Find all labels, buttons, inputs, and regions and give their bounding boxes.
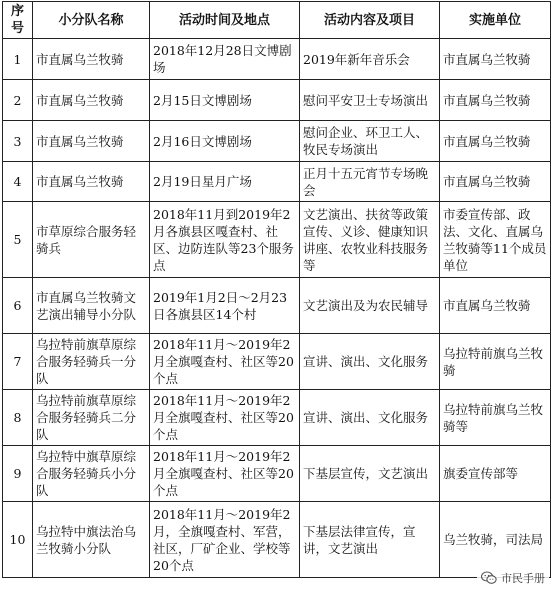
row-time-location: 2019年1月2日～2月23日各旗县区14个村 (150, 278, 300, 334)
header-team-name: 小分队名称 (33, 2, 150, 39)
table-row (3, 80, 551, 121)
row-index: 10 (3, 502, 33, 578)
wechat-icon (481, 571, 497, 585)
row-time-location: 2018年11月～2019年2月全旗嘎查村、社区等20个点 (150, 390, 300, 446)
row-index: 6 (3, 278, 33, 334)
activity-table (2, 1, 551, 578)
row-index: 7 (3, 334, 33, 390)
table-row (3, 278, 551, 334)
row-team-name: 市直属乌兰牧骑 (33, 162, 150, 202)
row-organizer: 市委宣传部、政法、文化、直属乌兰牧骑等11个成员单位 (440, 202, 551, 278)
row-organizer: 乌拉特前旗乌兰牧骑 (440, 334, 551, 390)
row-time-location: 2018年11月到2019年2月各旗县区嘎查村、社区、边防连队等23个服务点 (150, 202, 300, 278)
row-content: 文艺演出及为农民辅导 (300, 278, 440, 334)
row-team-name: 乌拉特前旗草原综合服务轻骑兵一分队 (33, 334, 150, 390)
watermark (477, 569, 549, 587)
header-content: 活动内容及项目 (300, 2, 440, 39)
row-team-name: 乌拉特中旗法治乌兰牧骑小分队 (33, 502, 150, 578)
watermark-text: 市民手册 (501, 572, 545, 585)
table-row (3, 446, 551, 502)
row-time-location: 2018年12月28日文博剧场 (150, 39, 300, 80)
row-content: 宣讲、演出、文化服务 (300, 390, 440, 446)
row-index: 3 (3, 121, 33, 162)
row-index: 9 (3, 446, 33, 502)
row-index: 8 (3, 390, 33, 446)
row-team-name: 市直属乌兰牧骑 (33, 39, 150, 80)
row-index: 2 (3, 80, 33, 121)
table-row (3, 202, 551, 278)
row-index: 5 (3, 202, 33, 278)
row-content: 下基层法律宣传，宣讲，文艺演出 (300, 502, 440, 578)
table-row (3, 502, 551, 578)
table-body (3, 39, 551, 578)
header-organizer: 实施单位 (440, 2, 551, 39)
row-content: 宣讲、演出、文化服务 (300, 334, 440, 390)
row-team-name: 市直属乌兰牧骑文艺演出辅导小分队 (33, 278, 150, 334)
row-organizer: 市直属乌兰牧骑 (440, 121, 551, 162)
row-content: 慰问企业、环卫工人、牧民专场演出 (300, 121, 440, 162)
row-content: 2019年新年音乐会 (300, 39, 440, 80)
row-time-location: 2018年11月～2019年2月全旗嘎查村、社区等20个点 (150, 446, 300, 502)
row-time-location: 2月15日文博剧场 (150, 80, 300, 121)
row-content: 慰问平安卫士专场演出 (300, 80, 440, 121)
row-time-location: 2月16日文博剧场 (150, 121, 300, 162)
header-index: 序号 (3, 2, 33, 39)
row-team-name: 市直属乌兰牧骑 (33, 121, 150, 162)
table-row (3, 390, 551, 446)
table-row (3, 39, 551, 80)
row-organizer: 市直属乌兰牧骑 (440, 162, 551, 202)
row-content: 文艺演出、扶贫等政策宣传、义诊、健康知识讲座、农牧业科技服务等 (300, 202, 440, 278)
row-index: 1 (3, 39, 33, 80)
table-row (3, 121, 551, 162)
row-organizer: 旗委宣传部等 (440, 446, 551, 502)
row-team-name: 乌拉特前旗草原综合服务轻骑兵二分队 (33, 390, 150, 446)
table-header-row (3, 2, 551, 39)
row-content: 正月十五元宵节专场晚会 (300, 162, 440, 202)
row-time-location: 2018年11月～2019年2月全旗嘎查村、社区等20个点 (150, 334, 300, 390)
table-row (3, 162, 551, 202)
row-content: 下基层宣传，文艺演出 (300, 446, 440, 502)
row-organizer: 乌兰牧骑，司法局 (440, 502, 551, 578)
row-team-name: 市直属乌兰牧骑 (33, 80, 150, 121)
row-organizer: 乌拉特前旗乌兰牧骑等 (440, 390, 551, 446)
row-organizer: 市直属乌兰牧骑 (440, 39, 551, 80)
header-time-location: 活动时间及地点 (150, 2, 300, 39)
row-team-name: 乌拉特中旗草原综合服务轻骑兵小分队 (33, 446, 150, 502)
row-time-location: 2018年11月～2019年2月，全旗嘎查村、军营，社区，厂矿企业、学校等20个点 (150, 502, 300, 578)
row-organizer: 市直属乌兰牧骑 (440, 80, 551, 121)
row-organizer: 市直属乌兰牧骑 (440, 278, 551, 334)
row-team-name: 市草原综合服务轻骑兵 (33, 202, 150, 278)
table-row (3, 334, 551, 390)
row-index: 4 (3, 162, 33, 202)
row-time-location: 2月19日星月广场 (150, 162, 300, 202)
